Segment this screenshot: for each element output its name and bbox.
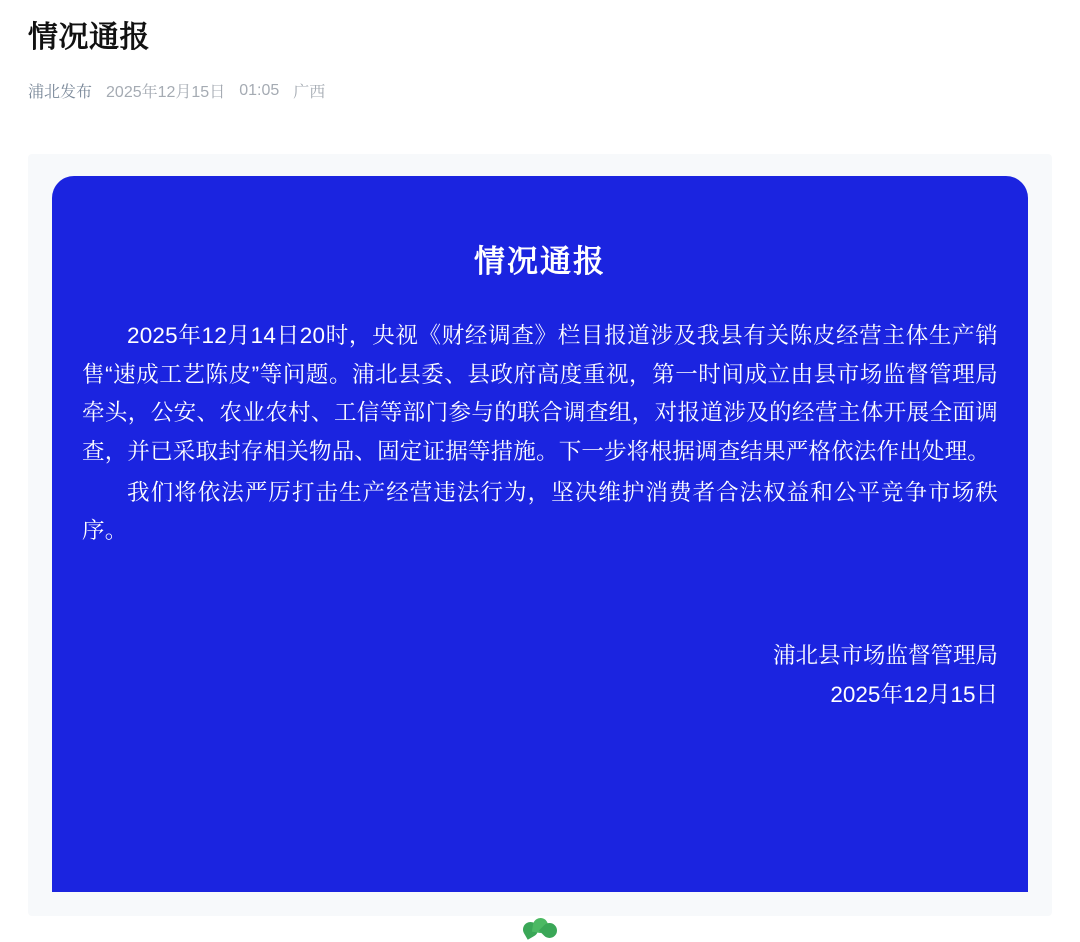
notice-image-container[interactable] bbox=[28, 154, 1052, 916]
notice-signature bbox=[82, 637, 998, 714]
notice-body bbox=[82, 317, 998, 551]
meta-date: 2025年12月15日 bbox=[106, 84, 226, 101]
signature-date: 2025年12月15日 bbox=[830, 681, 998, 707]
signature-org: 浦北县市场监督管理局 bbox=[772, 643, 998, 669]
meta-region: 广西 bbox=[293, 84, 326, 101]
meta-time: 01:05 bbox=[239, 81, 280, 99]
article-meta bbox=[28, 79, 1052, 102]
article-header bbox=[0, 0, 1080, 102]
meta-source[interactable]: 浦北发布 bbox=[28, 84, 93, 101]
footer-watermark bbox=[0, 914, 1080, 940]
clover-icon bbox=[523, 918, 557, 940]
notice-paragraph: 我们将依法严厉打击生产经营违法行为，坚决维护消费者合法权益和公平竞争市场秩序。 bbox=[82, 479, 998, 544]
notice-paragraph: 2025年12月14日20时，央视《财经调查》栏目报道涉及我县有关陈皮经营主体生产销售“速成工艺陈皮”等问题。浦北县委、县政府高度重视，第一时间成立由县市场监督管理局牵头，公安、农业农村、工信等部门参与的联合调查组，对报道涉及的经营主体开展全面调查，并已采取封存相关物品、固定证据等措施。下一步将根据调查结果严格依法作出处理。 bbox=[82, 323, 998, 465]
notice-title: 情况通报 bbox=[474, 244, 606, 279]
page-title: 情况通报 bbox=[28, 21, 150, 54]
notice-card bbox=[52, 176, 1028, 892]
